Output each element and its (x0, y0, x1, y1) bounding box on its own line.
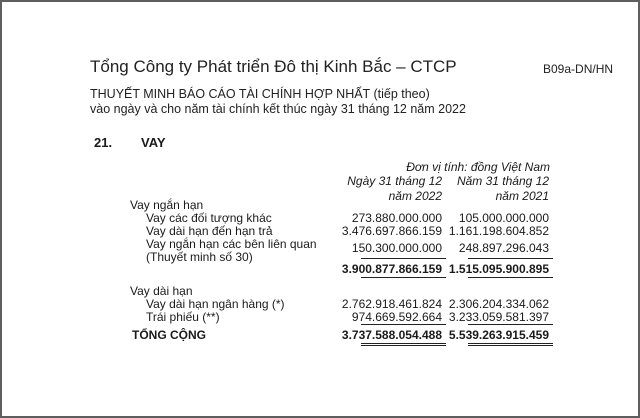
subtotal-underline-2022 (361, 277, 446, 278)
row-value-2022: 150.300.000.000 (351, 241, 442, 255)
row-value-2021: 2.306.204.334.062 (448, 297, 549, 311)
column-header-2022 (347, 174, 442, 204)
column-header-2021-line1: Năm 31 tháng 12 (456, 174, 549, 188)
row-label: Vay các đối tượng khác (146, 211, 272, 225)
report-title-continued: (tiếp theo) (373, 87, 430, 101)
short-term-subtotal-2022: 3.900.877.866.159 (341, 262, 442, 276)
row-label-note: (Thuyết minh số 30) (146, 250, 253, 264)
column-header-2022-line1: Ngày 31 tháng 12 (347, 174, 442, 188)
total-double-rule-a-2022 (361, 343, 446, 344)
total-double-rule-a-2021 (468, 343, 553, 344)
row-value-2021: 3.233.059.581.397 (448, 310, 549, 324)
currency-unit: Đơn vị tính: đồng Việt Nam (406, 160, 550, 174)
row-value-2022: 974.669.592.664 (351, 310, 442, 324)
company-name: Tổng Công ty Phát triển Đô thị Kinh Bắc – CTCP (90, 57, 457, 76)
short-term-subtotal-2021: 1.515.095.900.895 (448, 262, 549, 276)
row-value-2022: 3.476.697.866.159 (341, 224, 442, 238)
row-value-2022: 2.762.918.461.824 (341, 297, 442, 311)
grand-total-2022: 3.737.588.054.488 (341, 328, 442, 342)
row-value-2021: 1.161.198.604.852 (448, 224, 549, 238)
report-subtitle (90, 87, 430, 101)
column-header-2022-line2: năm 2022 (388, 189, 442, 203)
total-double-rule-b-2021 (468, 345, 553, 346)
subtotal-rule-2022 (361, 258, 446, 259)
grand-total-label: TỔNG CỘNG (132, 328, 206, 342)
report-title: THUYẾT MINH BÁO CÁO TÀI CHÍNH HỢP NHẤT (90, 87, 370, 101)
form-code: B09a-DN/HN (543, 62, 614, 76)
row-value-2021: 105.000.000.000 (458, 211, 549, 225)
total-rule-2022 (361, 324, 446, 325)
row-label: Vay ngắn hạn các bên liên quan (146, 237, 317, 251)
total-double-rule-b-2022 (361, 345, 446, 346)
document-page (2, 2, 638, 416)
row-value-2021: 248.897.296.043 (458, 241, 549, 255)
column-header-2021 (457, 174, 549, 204)
column-header-2021-line2: năm 2021 (495, 189, 549, 203)
row-label: Vay dài hạn ngân hàng (*) (146, 297, 285, 311)
row-label: Trái phiếu (**) (146, 310, 220, 324)
grand-total-2021: 5.539.263.915.459 (448, 328, 549, 342)
report-period: vào ngày và cho năm tài chính kết thúc ngày 31 tháng 12 năm 2022 (90, 102, 466, 116)
row-value-2022: 273.880.000.000 (351, 211, 442, 225)
subtotal-rule-2021 (468, 258, 553, 259)
short-term-heading: Vay ngắn hạn (130, 198, 204, 212)
total-rule-2021 (468, 324, 553, 325)
section-number: 21. (94, 135, 113, 150)
subtotal-underline-2021 (468, 277, 553, 278)
row-label: Vay dài hạn đến hạn trả (146, 224, 273, 238)
long-term-heading: Vay dài hạn (130, 284, 193, 298)
section-title: VAY (141, 135, 166, 150)
